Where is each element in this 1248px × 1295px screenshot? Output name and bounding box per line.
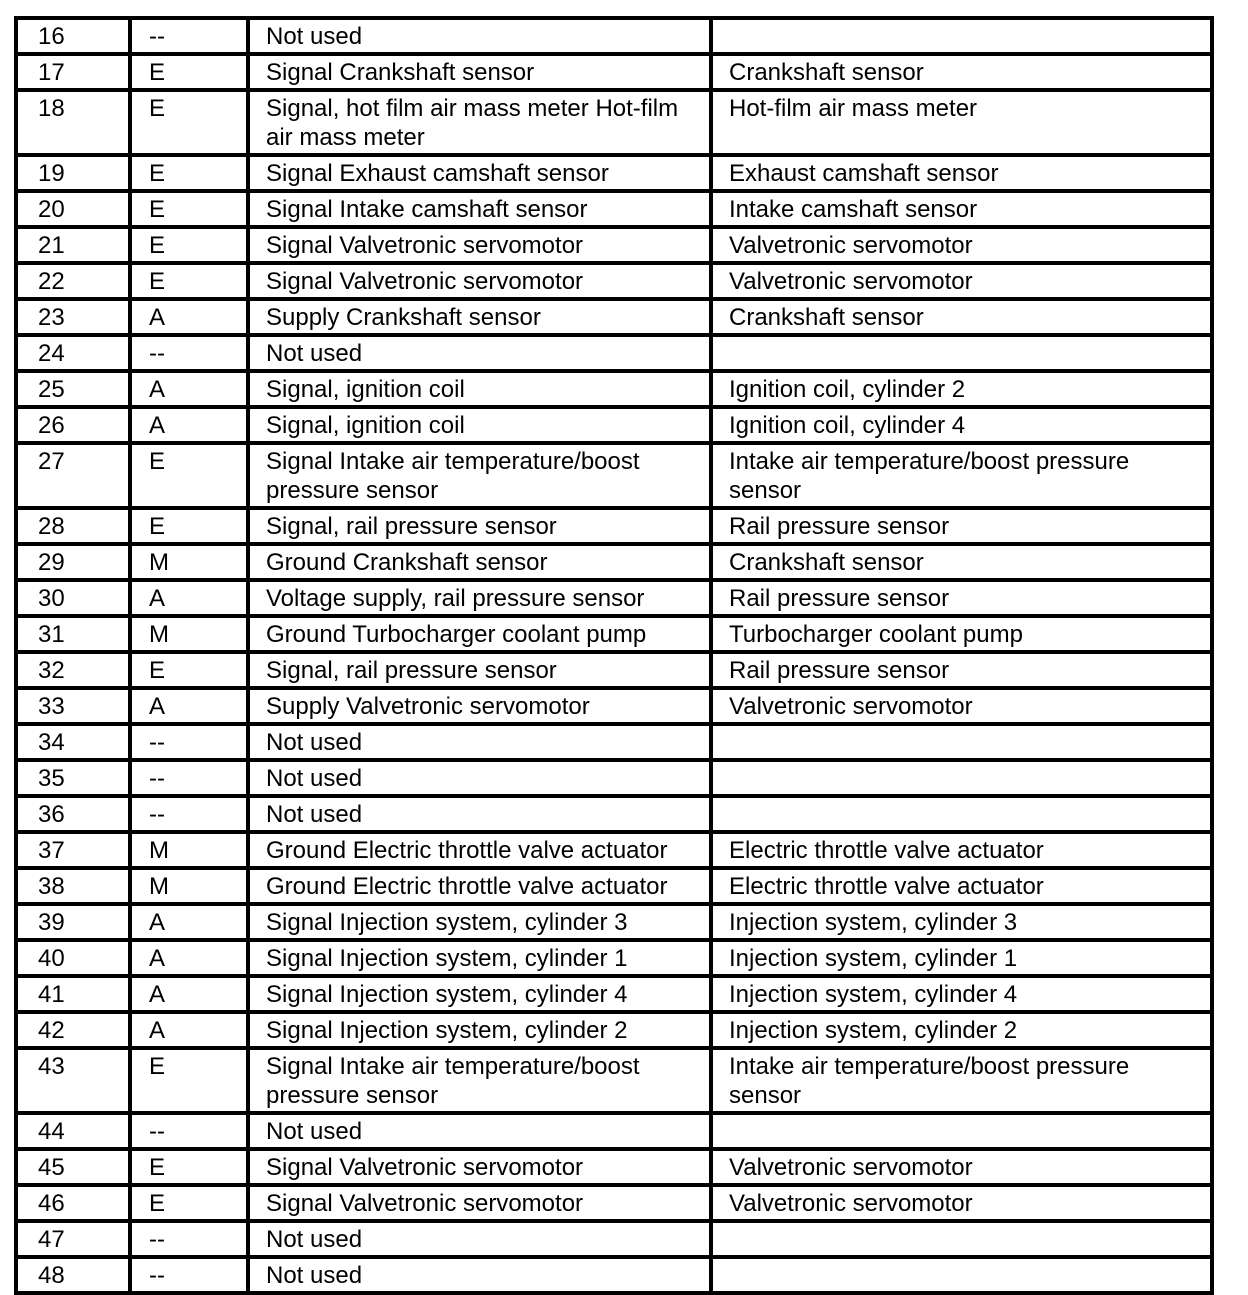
pin-number-cell: 45 <box>16 1149 130 1185</box>
signal-type-cell: A <box>130 976 248 1012</box>
pin-description-cell: Ground Electric throttle valve actuator <box>248 868 711 904</box>
pin-description-cell: Ground Electric throttle valve actuator <box>248 832 711 868</box>
table-row <box>16 796 1212 832</box>
pin-description-cell: Signal Injection system, cylinder 4 <box>248 976 711 1012</box>
pin-number-cell: 16 <box>16 18 130 54</box>
table-row <box>16 544 1212 580</box>
component-cell <box>711 1257 1212 1293</box>
pin-description-cell: Signal Valvetronic servomotor <box>248 263 711 299</box>
component-cell: Crankshaft sensor <box>711 299 1212 335</box>
table-row <box>16 155 1212 191</box>
component-cell: Valvetronic servomotor <box>711 1185 1212 1221</box>
component-cell: Valvetronic servomotor <box>711 1149 1212 1185</box>
pin-description-cell: Signal Exhaust camshaft sensor <box>248 155 711 191</box>
pin-description-cell: Signal Injection system, cylinder 1 <box>248 940 711 976</box>
table-row <box>16 652 1212 688</box>
table-row <box>16 1149 1212 1185</box>
component-cell <box>711 724 1212 760</box>
component-cell: Rail pressure sensor <box>711 652 1212 688</box>
pin-description-cell: Not used <box>248 18 711 54</box>
component-cell: Intake camshaft sensor <box>711 191 1212 227</box>
pin-number-cell: 36 <box>16 796 130 832</box>
component-cell: Exhaust camshaft sensor <box>711 155 1212 191</box>
signal-type-cell: E <box>130 443 248 508</box>
pin-description-cell: Signal Crankshaft sensor <box>248 54 711 90</box>
pin-number-cell: 34 <box>16 724 130 760</box>
signal-type-cell: E <box>130 263 248 299</box>
pin-number-cell: 24 <box>16 335 130 371</box>
signal-type-cell: E <box>130 155 248 191</box>
signal-type-cell: -- <box>130 1113 248 1149</box>
pin-description-cell: Signal Intake air temperature/boost pressure sensor <box>248 1048 711 1113</box>
pin-description-cell: Signal Injection system, cylinder 3 <box>248 904 711 940</box>
pin-description-cell: Not used <box>248 1113 711 1149</box>
table-row <box>16 299 1212 335</box>
pin-number-cell: 33 <box>16 688 130 724</box>
table-row <box>16 90 1212 155</box>
signal-type-cell: A <box>130 688 248 724</box>
table-row <box>16 724 1212 760</box>
table-row <box>16 54 1212 90</box>
component-cell <box>711 1221 1212 1257</box>
signal-type-cell: -- <box>130 1221 248 1257</box>
table-row <box>16 940 1212 976</box>
signal-type-cell: -- <box>130 335 248 371</box>
pin-number-cell: 20 <box>16 191 130 227</box>
signal-type-cell: A <box>130 1012 248 1048</box>
signal-type-cell: A <box>130 580 248 616</box>
table-row <box>16 335 1212 371</box>
table-row <box>16 868 1212 904</box>
component-cell: Injection system, cylinder 2 <box>711 1012 1212 1048</box>
pin-description-cell: Supply Valvetronic servomotor <box>248 688 711 724</box>
component-cell: Crankshaft sensor <box>711 544 1212 580</box>
pin-number-cell: 47 <box>16 1221 130 1257</box>
signal-type-cell: E <box>130 1149 248 1185</box>
table-row <box>16 227 1212 263</box>
pin-number-cell: 42 <box>16 1012 130 1048</box>
pin-number-cell: 32 <box>16 652 130 688</box>
table-row <box>16 1048 1212 1113</box>
pin-number-cell: 17 <box>16 54 130 90</box>
signal-type-cell: E <box>130 508 248 544</box>
table-row <box>16 1012 1212 1048</box>
signal-type-cell: -- <box>130 724 248 760</box>
table-row <box>16 1113 1212 1149</box>
pin-description-cell: Signal, rail pressure sensor <box>248 508 711 544</box>
signal-type-cell: E <box>130 1048 248 1113</box>
table-row <box>16 688 1212 724</box>
pin-description-cell: Not used <box>248 1257 711 1293</box>
pin-description-cell: Signal Injection system, cylinder 2 <box>248 1012 711 1048</box>
pin-number-cell: 28 <box>16 508 130 544</box>
signal-type-cell: E <box>130 227 248 263</box>
component-cell: Electric throttle valve actuator <box>711 832 1212 868</box>
pin-number-cell: 46 <box>16 1185 130 1221</box>
pin-description-cell: Signal Intake camshaft sensor <box>248 191 711 227</box>
pin-number-cell: 26 <box>16 407 130 443</box>
component-cell: Valvetronic servomotor <box>711 263 1212 299</box>
signal-type-cell: -- <box>130 18 248 54</box>
pin-description-cell: Not used <box>248 1221 711 1257</box>
table-row <box>16 976 1212 1012</box>
pin-description-cell: Not used <box>248 724 711 760</box>
signal-type-cell: A <box>130 371 248 407</box>
table-row <box>16 263 1212 299</box>
table-row <box>16 443 1212 508</box>
pin-table-body <box>16 18 1212 1293</box>
pin-number-cell: 37 <box>16 832 130 868</box>
table-row <box>16 371 1212 407</box>
pin-number-cell: 29 <box>16 544 130 580</box>
pin-description-cell: Signal Valvetronic servomotor <box>248 227 711 263</box>
pin-number-cell: 31 <box>16 616 130 652</box>
pin-description-cell: Signal, hot film air mass meter Hot-film air mass meter <box>248 90 711 155</box>
table-row <box>16 407 1212 443</box>
pin-description-cell: Not used <box>248 796 711 832</box>
component-cell: Ignition coil, cylinder 4 <box>711 407 1212 443</box>
component-cell: Rail pressure sensor <box>711 508 1212 544</box>
table-row <box>16 1257 1212 1293</box>
pin-number-cell: 43 <box>16 1048 130 1113</box>
signal-type-cell: -- <box>130 796 248 832</box>
component-cell: Turbocharger coolant pump <box>711 616 1212 652</box>
table-row <box>16 1221 1212 1257</box>
component-cell: Injection system, cylinder 4 <box>711 976 1212 1012</box>
pin-description-cell: Not used <box>248 760 711 796</box>
component-cell: Electric throttle valve actuator <box>711 868 1212 904</box>
pin-description-cell: Signal Intake air temperature/boost pressure sensor <box>248 443 711 508</box>
signal-type-cell: M <box>130 832 248 868</box>
pin-number-cell: 21 <box>16 227 130 263</box>
signal-type-cell: E <box>130 191 248 227</box>
signal-type-cell: M <box>130 868 248 904</box>
pin-description-cell: Not used <box>248 335 711 371</box>
pin-number-cell: 41 <box>16 976 130 1012</box>
component-cell <box>711 796 1212 832</box>
pin-description-cell: Signal, rail pressure sensor <box>248 652 711 688</box>
pin-description-cell: Ground Turbocharger coolant pump <box>248 616 711 652</box>
pin-description-cell: Ground Crankshaft sensor <box>248 544 711 580</box>
component-cell <box>711 18 1212 54</box>
signal-type-cell: E <box>130 54 248 90</box>
signal-type-cell: -- <box>130 1257 248 1293</box>
component-cell <box>711 1113 1212 1149</box>
signal-type-cell: A <box>130 940 248 976</box>
component-cell: Ignition coil, cylinder 2 <box>711 371 1212 407</box>
signal-type-cell: E <box>130 1185 248 1221</box>
table-row <box>16 508 1212 544</box>
component-cell: Intake air temperature/boost pressure sensor <box>711 1048 1212 1113</box>
pin-number-cell: 23 <box>16 299 130 335</box>
pin-number-cell: 27 <box>16 443 130 508</box>
signal-type-cell: A <box>130 407 248 443</box>
component-cell: Hot-film air mass meter <box>711 90 1212 155</box>
pin-number-cell: 22 <box>16 263 130 299</box>
pin-number-cell: 35 <box>16 760 130 796</box>
table-row <box>16 1185 1212 1221</box>
pin-number-cell: 38 <box>16 868 130 904</box>
pin-description-cell: Signal, ignition coil <box>248 407 711 443</box>
component-cell <box>711 760 1212 796</box>
table-row <box>16 832 1212 868</box>
pin-number-cell: 25 <box>16 371 130 407</box>
pin-number-cell: 39 <box>16 904 130 940</box>
table-row <box>16 191 1212 227</box>
pin-number-cell: 18 <box>16 90 130 155</box>
pin-number-cell: 44 <box>16 1113 130 1149</box>
table-row <box>16 760 1212 796</box>
signal-type-cell: -- <box>130 760 248 796</box>
signal-type-cell: M <box>130 544 248 580</box>
pin-assignment-table <box>14 16 1214 1295</box>
table-row <box>16 616 1212 652</box>
signal-type-cell: E <box>130 652 248 688</box>
pin-number-cell: 19 <box>16 155 130 191</box>
pin-description-cell: Signal Valvetronic servomotor <box>248 1149 711 1185</box>
table-row <box>16 904 1212 940</box>
component-cell: Rail pressure sensor <box>711 580 1212 616</box>
pin-number-cell: 48 <box>16 1257 130 1293</box>
component-cell: Injection system, cylinder 1 <box>711 940 1212 976</box>
signal-type-cell: M <box>130 616 248 652</box>
pin-description-cell: Signal Valvetronic servomotor <box>248 1185 711 1221</box>
pin-number-cell: 30 <box>16 580 130 616</box>
component-cell: Crankshaft sensor <box>711 54 1212 90</box>
component-cell: Injection system, cylinder 3 <box>711 904 1212 940</box>
pin-number-cell: 40 <box>16 940 130 976</box>
pin-description-cell: Signal, ignition coil <box>248 371 711 407</box>
signal-type-cell: E <box>130 90 248 155</box>
signal-type-cell: A <box>130 299 248 335</box>
component-cell <box>711 335 1212 371</box>
component-cell: Intake air temperature/boost pressure sensor <box>711 443 1212 508</box>
table-row <box>16 580 1212 616</box>
component-cell: Valvetronic servomotor <box>711 227 1212 263</box>
component-cell: Valvetronic servomotor <box>711 688 1212 724</box>
pin-description-cell: Voltage supply, rail pressure sensor <box>248 580 711 616</box>
table-row <box>16 18 1212 54</box>
pin-description-cell: Supply Crankshaft sensor <box>248 299 711 335</box>
signal-type-cell: A <box>130 904 248 940</box>
